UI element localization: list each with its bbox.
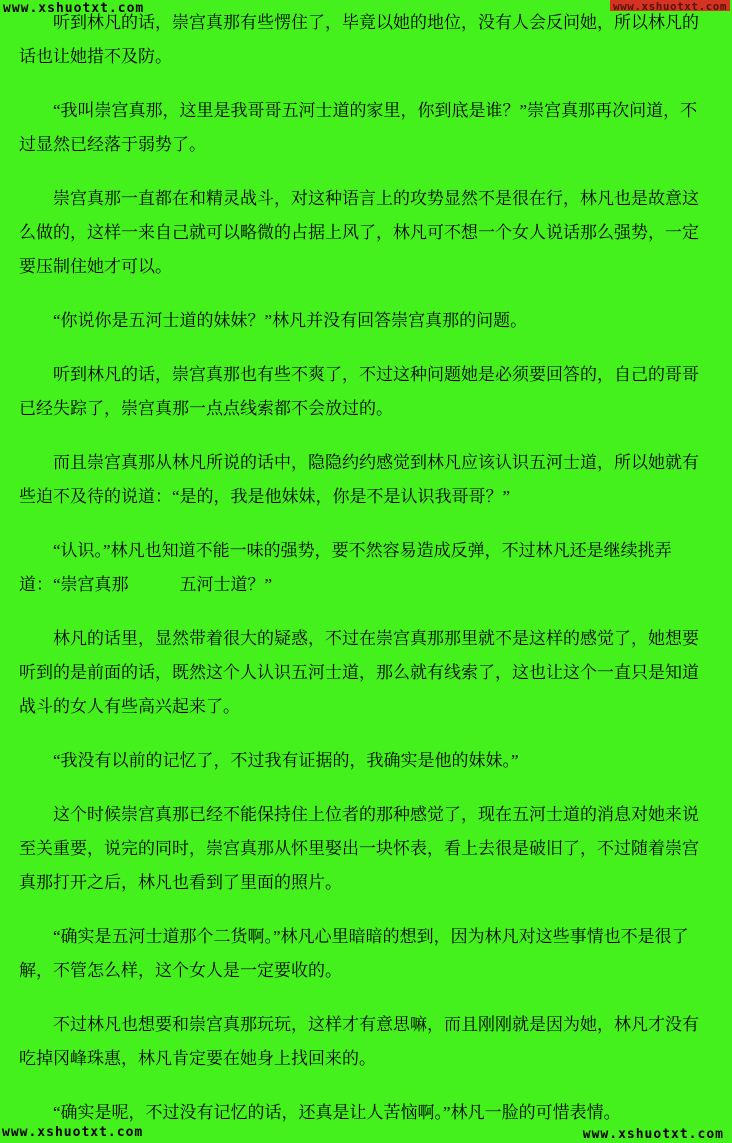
watermark-site-url-top-left: www.xshuotxt.com xyxy=(3,1,145,16)
novel-paragraph: “我叫崇宫真那，这里是我哥哥五河士道的家里，你到底是谁？”崇宫真那再次问道，不过显然已经落于弱势了。 xyxy=(19,101,698,154)
watermark-site-url-bottom-left: www.xshuotxt.com xyxy=(2,1125,144,1140)
novel-paragraph: “确实是呢，不过没有记忆的话，还真是让人苦恼啊。”林凡一脸的可惜表情。 xyxy=(53,1103,621,1122)
novel-paragraph: “你说你是五河士道的妹妹？”林凡并没有回答崇宫真那的问题。 xyxy=(53,311,528,330)
watermark-site-url-top-right: www.xshuotxt.com xyxy=(610,0,730,11)
novel-paragraph: 林凡的话里，显然带着很大的疑惑，不过在崇宫真那那里就不是这样的感觉了，她想要听到的是前面的话，既然这个人认识五河士道，那么就有线索了，这也让这个一直只是知道战斗的女人有些高兴起来了。 xyxy=(19,629,699,716)
novel-paragraph: 不过林凡也想要和崇宫真那玩玩，这样才有意思嘛，而且刚刚就是因为她，林凡才没有吃掉冈峰珠惠，林凡肯定要在她身上找回来的。 xyxy=(19,1015,699,1068)
novel-paragraph: “我没有以前的记忆了，不过我有证据的，我确实是他的妹妹。” xyxy=(53,751,519,770)
novel-paragraph: 而且崇宫真那从林凡所说的话中，隐隐约约感觉到林凡应该认识五河士道，所以她就有些迫不及待的说道：“是的，我是他妹妹，你是不是认识我哥哥？” xyxy=(19,453,699,506)
novel-paragraph: 崇宫真那一直都在和精灵战斗，对这种语言上的攻势显然不是很在行，林凡也是故意这么做的，这样一来自己就可以略微的占据上风了，林凡可不想一个女人说话那么强势，一定要压制住她才可以。 xyxy=(19,189,699,276)
novel-paragraph: 听到林凡的话，崇宫真那有些愣住了，毕竟以她的地位，没有人会反问她，所以林凡的话也让她措不及防。 xyxy=(19,13,699,66)
novel-paragraph: “认识。”林凡也知道不能一味的强势，要不然容易造成反弹，不过林凡还是继续挑弄道：“崇宫真那 五河士道？” xyxy=(19,541,672,594)
watermark-site-url-bottom-right: www.xshuotxt.com xyxy=(582,1127,724,1142)
novel-paragraph: 听到林凡的话，崇宫真那也有些不爽了，不过这种问题她是必须要回答的，自己的哥哥已经失踪了，崇宫真那一点点线索都不会放过的。 xyxy=(19,365,699,418)
novel-paragraph: 这个时候崇宫真那已经不能保持住上位者的那种感觉了，现在五河士道的消息对她来说至关重要，说完的同时，崇宫真那从怀里娶出一块怀表，看上去很是破旧了，不过随着崇宫真那打开之后，林凡也看到了里面的照片。 xyxy=(19,805,699,892)
novel-paragraph: “确实是五河士道那个二货啊。”林凡心里暗暗的想到，因为林凡对这些事情也不是很了解，不管怎么样，这个女人是一定要收的。 xyxy=(19,927,689,980)
